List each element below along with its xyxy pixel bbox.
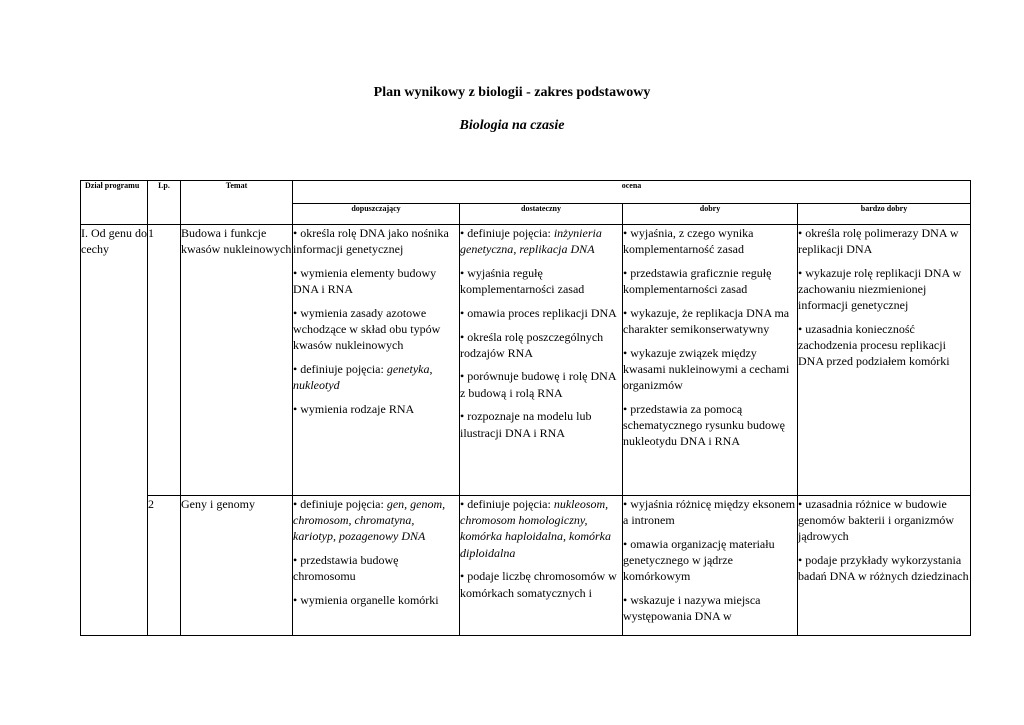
requirement-item: • określa rolę poszczególnych rodzajów RNA [460, 329, 604, 360]
requirement-item: • definiuje pojęcia: gen, genom, chromosom, chromatyna, kariotyp, pozagenowy DNA [293, 497, 446, 544]
section-cell: I. Od genu do cechy [81, 225, 148, 636]
requirement-item: • przedstawia graficznie regułę komplementarności zasad [623, 265, 772, 297]
header-section: Dział programu [81, 181, 148, 225]
row-number: 1 [148, 225, 181, 496]
table-row [81, 225, 971, 496]
level-cell-bardzo-dobry [798, 225, 971, 496]
requirement-item: • uzasadnia konieczność zachodzenia procesu replikacji DNA przed podziałem komórki [798, 322, 950, 369]
level-cell-dopuszczajacy [293, 496, 460, 636]
requirement-item: • wyjaśnia różnicę między eksonem a intronem [623, 497, 796, 528]
requirement-item: • wymienia rodzaje RNA [293, 401, 415, 416]
level-cell-dostateczny [460, 496, 623, 636]
requirement-item: • rozpoznaje na modelu lub ilustracji DNA i RNA [460, 409, 592, 440]
document-subtitle: Biologia na czasie [459, 118, 565, 133]
requirement-item: • wykazuje rolę replikacji DNA w zachowaniu niezmienionej informacji genetycznej [798, 265, 962, 313]
header-level-dopuszczajacy: dopuszczający [293, 204, 460, 225]
header-topic: Temat [181, 181, 293, 225]
document-title: Plan wynikowy z biologii - zakres podstawowy [373, 85, 651, 100]
table-row [81, 496, 971, 636]
row-topic: Geny i genomy [181, 496, 293, 636]
requirement-item: • wykazuje związek między kwasami nukleinowymi a cechami organizmów [623, 345, 790, 393]
requirement-item: • definiuje pojęcia: genetyka, nukleotyd [293, 361, 433, 393]
requirement-item: • przedstawia za pomocą schematycznego rysunku budowę nukleotydu DNA i RNA [623, 401, 785, 449]
row-topic: Budowa i funkcje kwasów nukleinowych [181, 225, 293, 496]
level-cell-bardzo-dobry [798, 496, 971, 636]
header-level-dobry: dobry [623, 204, 798, 225]
header-level-dostateczny: dostateczny [460, 204, 623, 225]
level-cell-dobry [623, 225, 798, 496]
requirement-item: • wyjaśnia regułę komplementarności zasad [460, 265, 585, 297]
requirement-item: • podaje przykłady wykorzystania badań DNA w różnych dziedzinach [798, 553, 969, 584]
header-level-bardzo-dobry: bardzo dobry [798, 204, 971, 225]
header-lp: Lp. [148, 181, 181, 225]
requirement-item: • wymienia organelle komórki [293, 593, 439, 608]
requirement-item: • uzasadnia różnice w budowie genomów bakterii i organizmów jądrowych [798, 497, 955, 544]
requirement-item: • wymienia zasady azotowe wchodzące w skład obu typów kwasów nukleinowych [293, 305, 441, 353]
requirement-item: • definiuje pojęcia: inżynieria genetyczna, replikacja DNA [460, 226, 602, 257]
requirement-item: • wymienia elementy budowy DNA i RNA [293, 265, 437, 297]
header-row-1 [81, 181, 971, 204]
requirement-item: • określa rolę polimerazy DNA w replikacji DNA [798, 226, 959, 257]
requirement-item: • przedstawia budowę chromosomu [293, 553, 399, 584]
header-grade: ocena [293, 181, 971, 204]
level-cell-dobry [623, 496, 798, 636]
requirement-item: • określa rolę DNA jako nośnika informacji genetycznej [293, 226, 449, 257]
requirement-item: • wyjaśnia, z czego wynika komplementarność zasad [623, 226, 754, 257]
requirement-item: • wykazuje, że replikacja DNA ma charakter semikonserwatywny [623, 305, 790, 337]
requirement-item: • definiuje pojęcia: nukleosom, chromosom homologiczny, komórka haploidalna, komórka diploidalna [460, 497, 611, 560]
row-number: 2 [148, 496, 181, 636]
requirement-item: • wskazuje i nazywa miejsca występowania DNA w [623, 593, 761, 624]
requirement-item: • podaje liczbę chromosomów w komórkach somatycznych i [460, 569, 617, 600]
requirement-item: • porównuje budowę i rolę DNA z budową i rolą RNA [460, 369, 616, 400]
level-cell-dostateczny [460, 225, 623, 496]
plan-table [80, 180, 971, 636]
requirement-item: • omawia organizację materiału genetycznego w jądrze komórkowym [623, 536, 775, 584]
requirement-item: • omawia proces replikacji DNA [460, 305, 617, 320]
level-cell-dopuszczajacy [293, 225, 460, 496]
